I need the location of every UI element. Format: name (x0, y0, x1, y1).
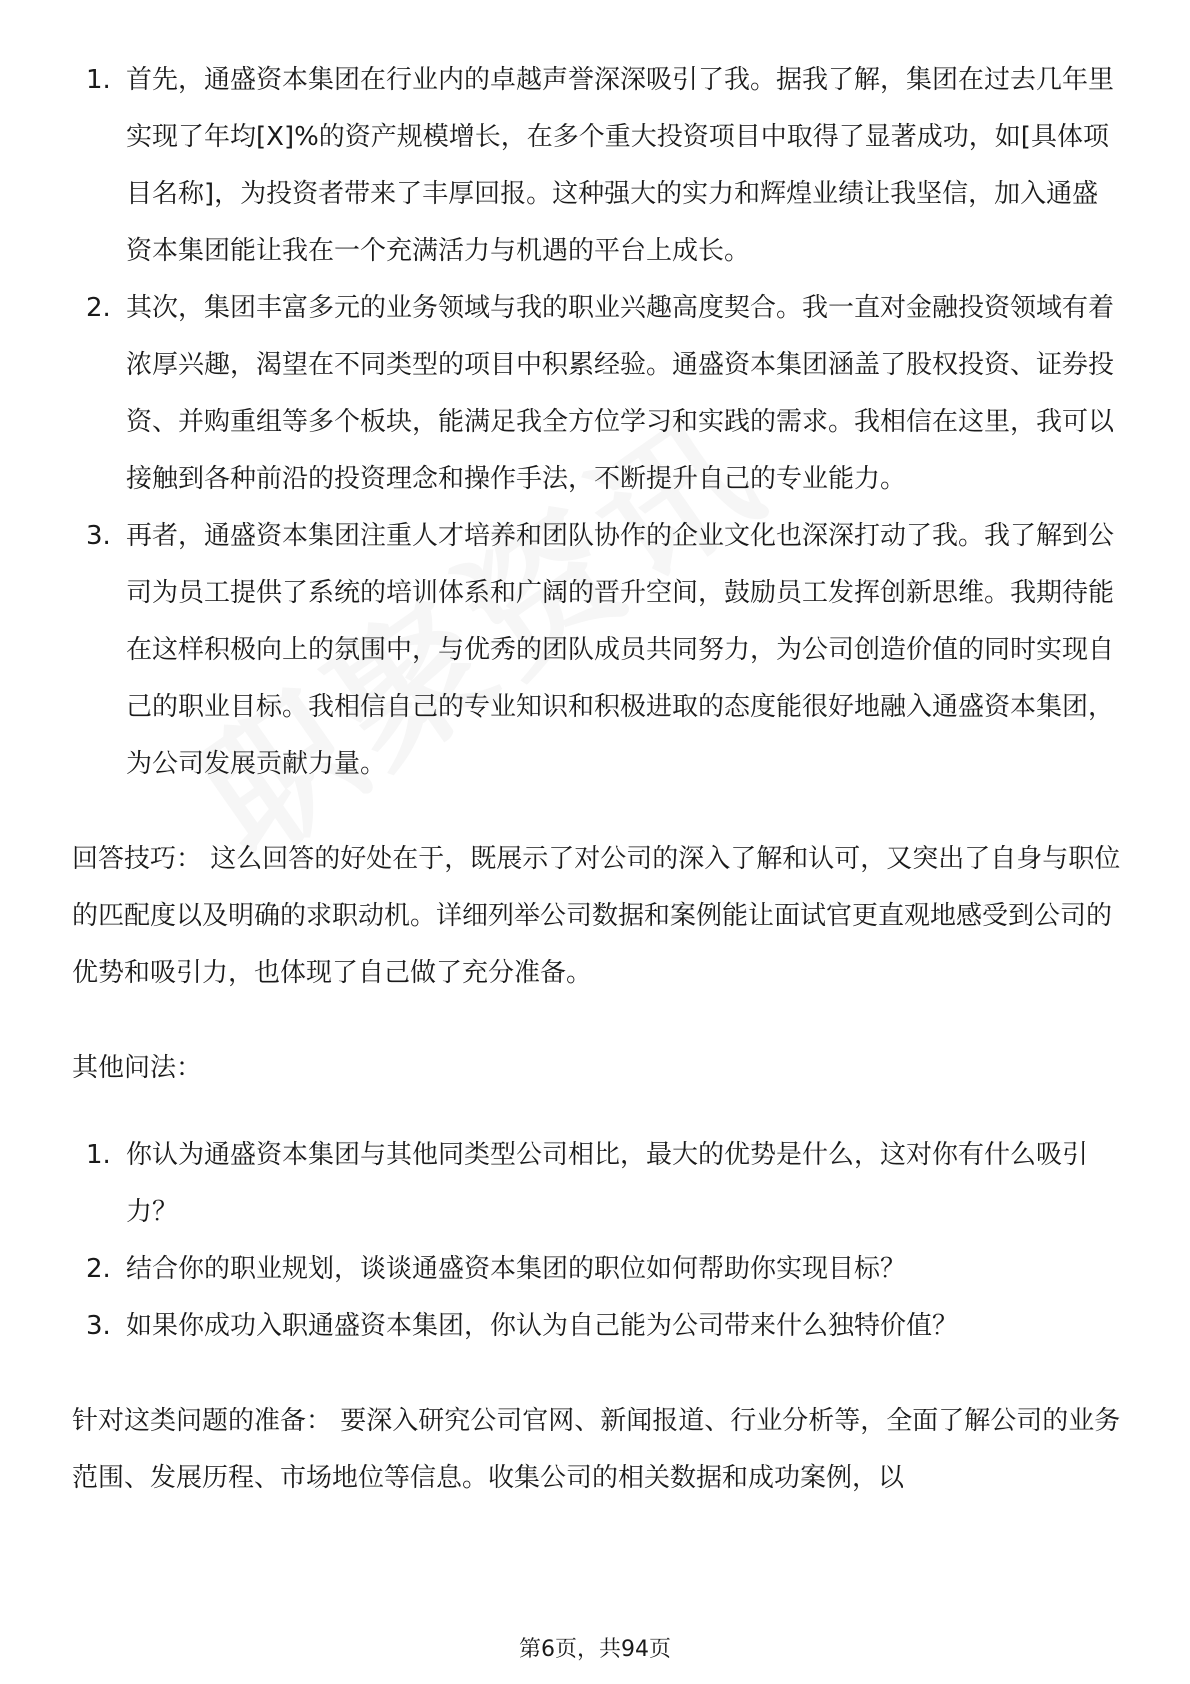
preparation-text: 要深入研究公司官网、新闻报道、行业分析等，全面了解公司的业务范围、发展历程、市场地位等信息。收集公司的相关数据和成功案例，以 (72, 1406, 1121, 1493)
list-text: 再者，通盛资本集团注重人才培养和团队协作的企业文化也深深打动了我。我了解到公司为员工提供了系统的培训体系和广阔的晋升空间，鼓励员工发挥创新思维。我期待能在这样积极向上的氛围中，与优秀的团队成员共同努力，为公司创造价值的同时实现自己的职业目标。我相信自己的专业知识和积极进取的态度能很好地融入通盛资本集团，为公司发展贡献力量。 (126, 521, 1115, 779)
document-body (72, 52, 1122, 1507)
list-item (72, 1298, 1122, 1355)
list-item (72, 1241, 1122, 1298)
other-questions-heading: 其他问法： (72, 1053, 203, 1083)
list-text: 你认为通盛资本集团与其他同类型公司相比，最大的优势是什么，这对你有什么吸引力？ (126, 1140, 1089, 1227)
preparation-note (72, 1393, 1122, 1507)
page-number: 第6页，共94页 (519, 1637, 671, 1662)
list-number: 2. (86, 293, 111, 323)
preparation-label: 针对这类问题的准备： (72, 1406, 333, 1436)
list-number: 1. (86, 65, 111, 95)
list-text: 其次，集团丰富多元的业务领域与我的职业兴趣高度契合。我一直对金融投资领域有着浓厚兴趣，渴望在不同类型的项目中积累经验。通盛资本集团涵盖了股权投资、证券投资、并购重组等多个板块，能满足我全方位学习和实践的需求。我相信在这里，我可以接触到各种前沿的投资理念和操作手法，不断提升自己的专业能力。 (126, 293, 1115, 494)
list-item (72, 280, 1122, 508)
answer-tips (72, 831, 1122, 1002)
list-item (72, 1127, 1122, 1241)
tips-text: 这么回答的好处在于，既展示了对公司的深入了解和认可，又突出了自身与职位的匹配度以及明确的求职动机。详细列举公司数据和案例能让面试官更直观地感受到公司的优势和吸引力，也体现了自己做了充分准备。 (72, 844, 1121, 988)
list-number: 3. (86, 521, 111, 551)
tips-label: 回答技巧： (72, 844, 203, 874)
list-text: 如果你成功入职通盛资本集团，你认为自己能为公司带来什么独特价值？ (126, 1311, 959, 1341)
answer-list (72, 52, 1122, 793)
other-questions-list (72, 1127, 1122, 1355)
list-number: 2. (86, 1254, 111, 1284)
list-item (72, 52, 1122, 280)
list-number: 1. (86, 1140, 111, 1170)
list-item (72, 508, 1122, 793)
list-text: 首先，通盛资本集团在行业内的卓越声誉深深吸引了我。据我了解，集团在过去几年里实现了年均[X]%的资产规模增长，在多个重大投资项目中取得了显著成功，如[具体项目名称]，为投资者带来了丰厚回报。这种强大的实力和辉煌业绩让我坚信，加入通盛资本集团能让我在一个充满活力与机遇的平台上成长。 (126, 65, 1115, 266)
list-number: 3. (86, 1311, 111, 1341)
list-text: 结合你的职业规划，谈谈通盛资本集团的职位如何帮助你实现目标？ (126, 1254, 907, 1284)
